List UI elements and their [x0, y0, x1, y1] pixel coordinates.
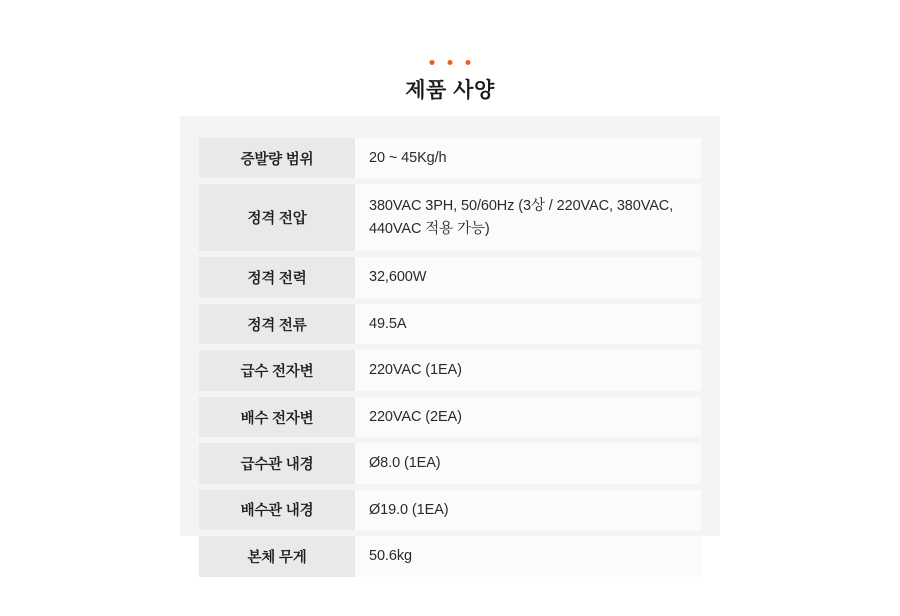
table-row	[199, 184, 701, 251]
table-row	[199, 490, 701, 530]
table-row	[199, 536, 701, 576]
spec-value: 49.5A	[355, 304, 701, 344]
spec-value: 20 ~ 45Kg/h	[355, 138, 701, 178]
spec-panel	[180, 116, 720, 566]
spec-label: 정격 전류	[199, 304, 355, 344]
page-title	[405, 60, 494, 104]
page-title-block	[0, 60, 900, 104]
spec-value: 32,600W	[355, 257, 701, 297]
spec-value: Ø8.0 (1EA)	[355, 443, 701, 483]
spec-label: 본체 무게	[199, 536, 355, 576]
spec-label: 급수관 내경	[199, 443, 355, 483]
spec-label: 배수관 내경	[199, 490, 355, 530]
table-row	[199, 257, 701, 297]
spec-label: 정격 전력	[199, 257, 355, 297]
decor-dot-icon	[429, 60, 434, 65]
spec-label: 증발량 범위	[199, 138, 355, 178]
spec-value: 220VAC (2EA)	[355, 397, 701, 437]
spec-label: 급수 전자변	[199, 350, 355, 390]
table-row	[199, 350, 701, 390]
spec-table	[199, 132, 701, 583]
table-row	[199, 443, 701, 483]
spec-label: 배수 전자변	[199, 397, 355, 437]
spec-value: 220VAC (1EA)	[355, 350, 701, 390]
spec-label: 정격 전압	[199, 184, 355, 251]
table-row	[199, 304, 701, 344]
decor-dot-icon	[465, 60, 470, 65]
table-row	[199, 138, 701, 178]
spec-value: 380VAC 3PH, 50/60Hz (3상 / 220VAC, 380VAC, 440VAC 적용 가능)	[355, 184, 701, 251]
spec-value: Ø19.0 (1EA)	[355, 490, 701, 530]
table-row	[199, 397, 701, 437]
page-title-text: 제품 사양	[405, 79, 495, 102]
title-decoration-dots	[429, 60, 470, 65]
spec-value: 50.6kg	[355, 536, 701, 576]
decor-dot-icon	[447, 60, 452, 65]
